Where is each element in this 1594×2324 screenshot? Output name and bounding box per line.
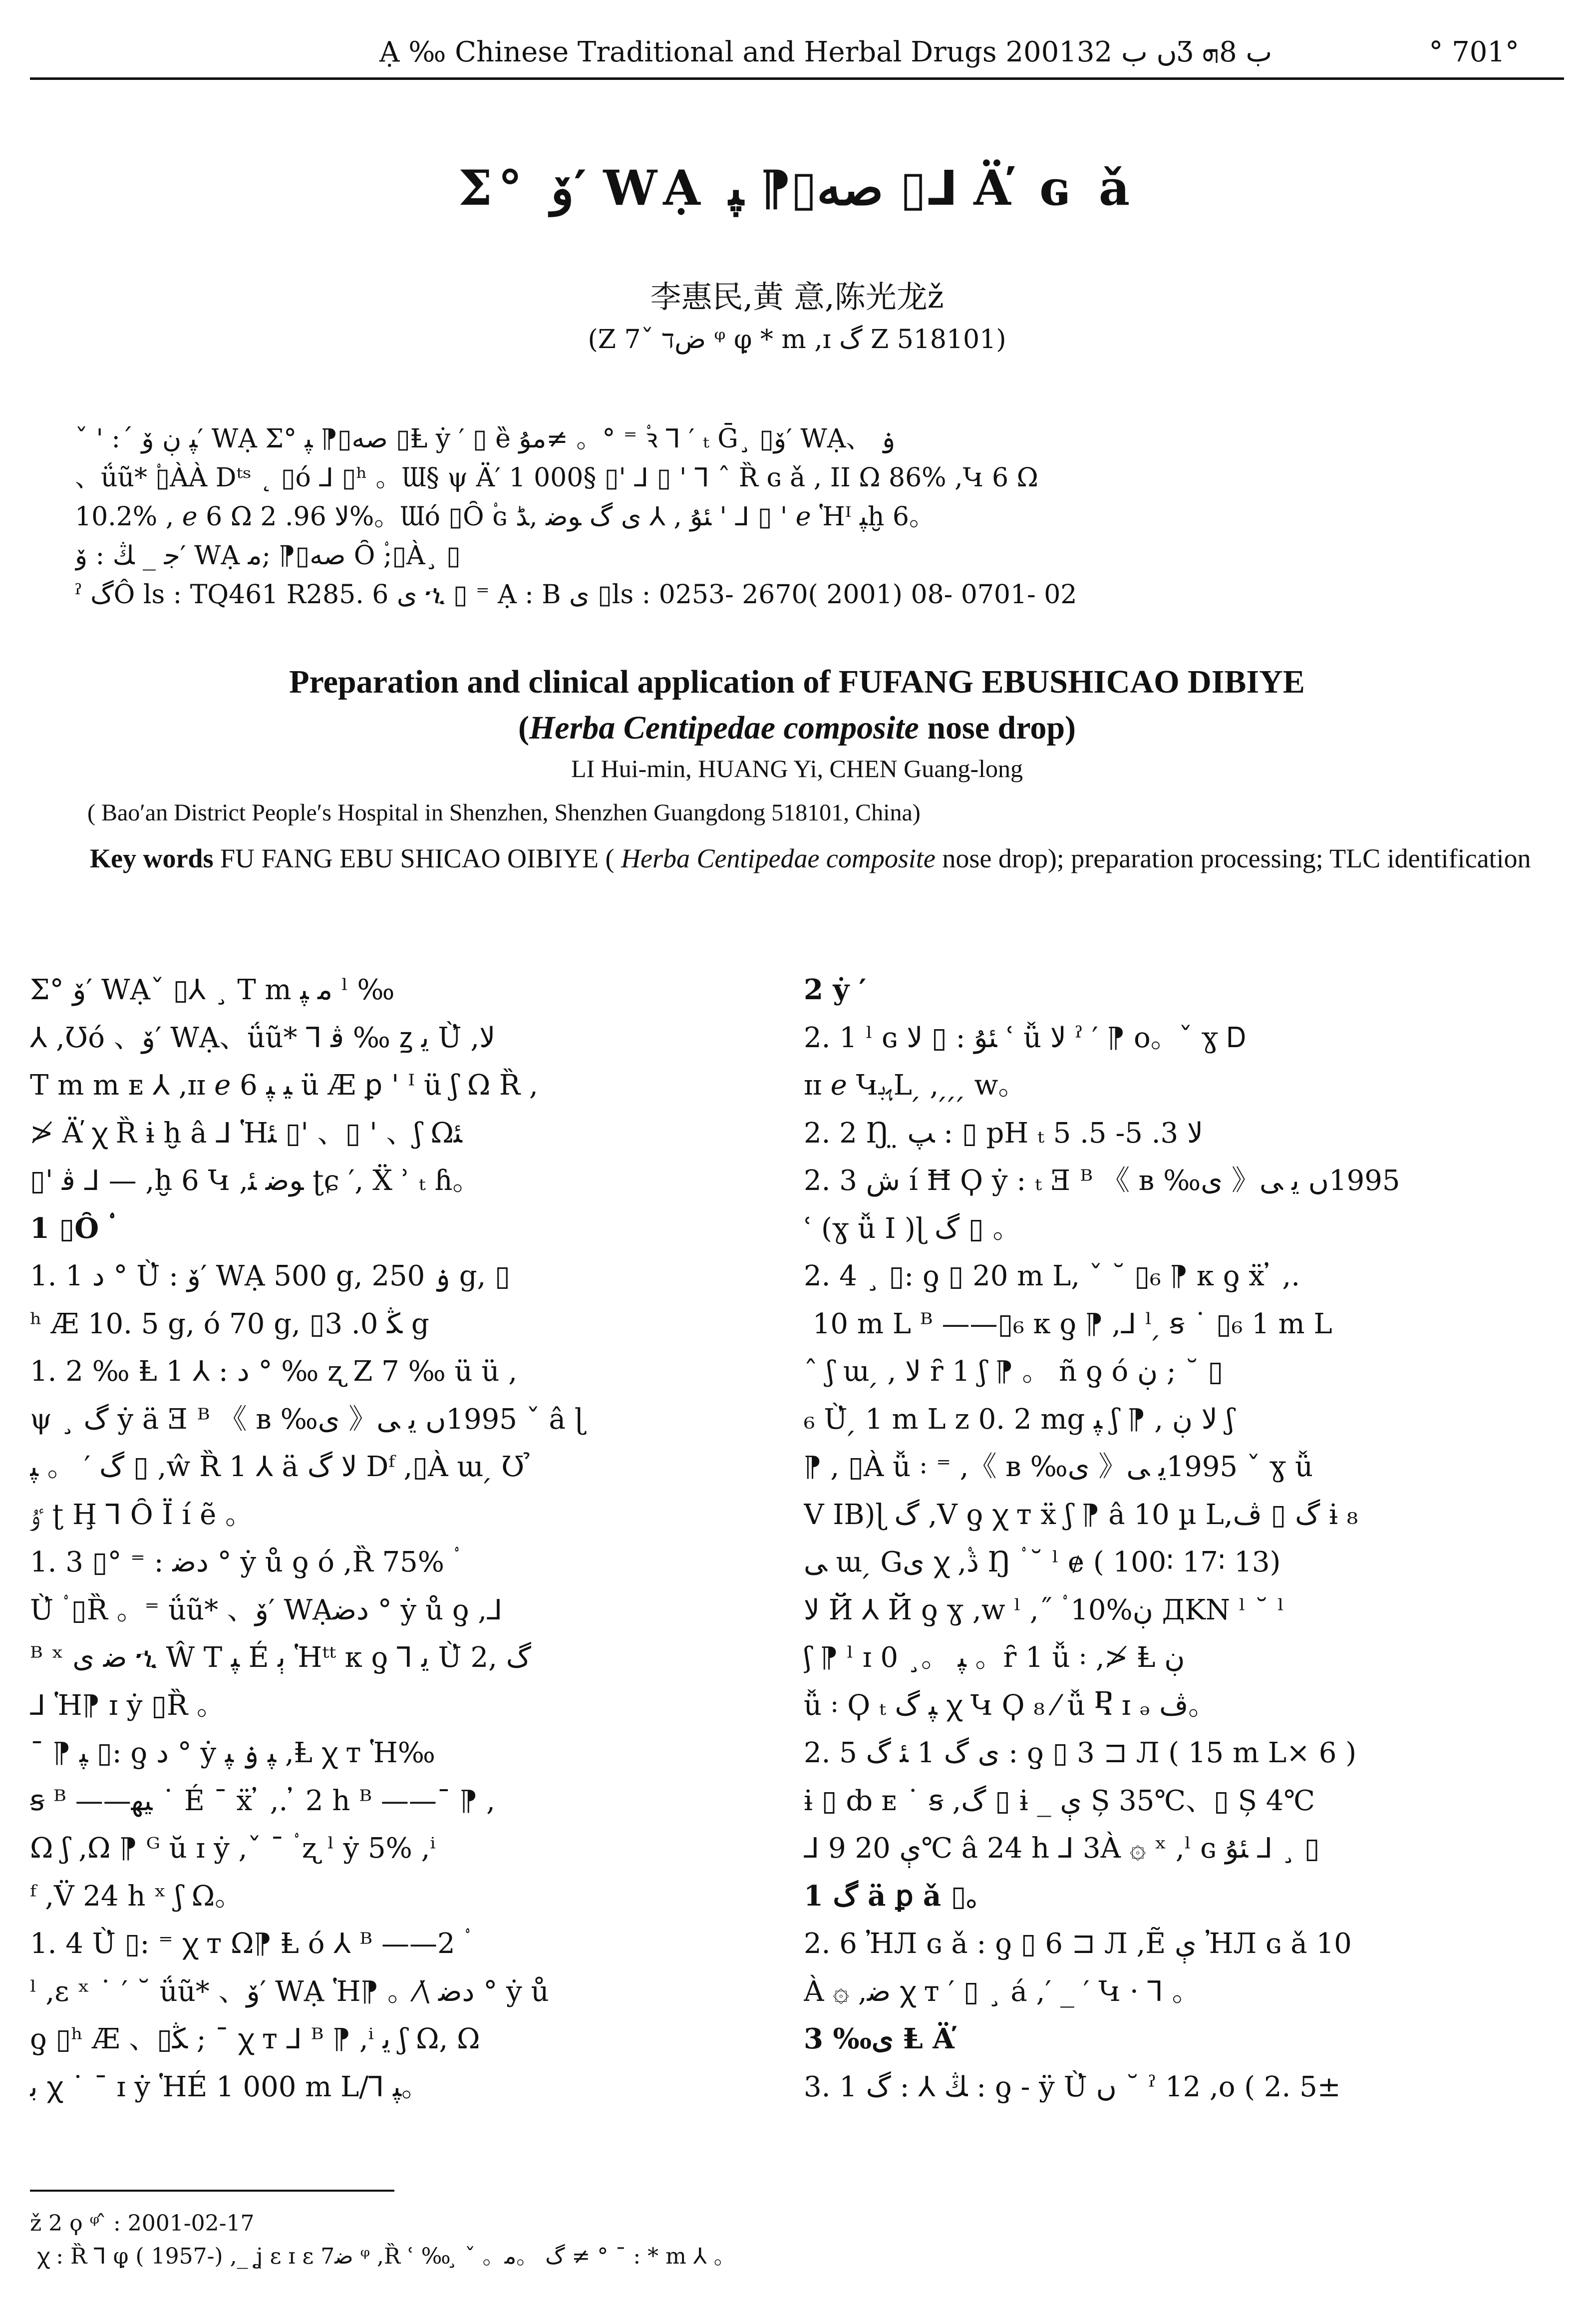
body-text-line: 2. 4 ¸ ▯: ƍ ▯ 20 m L, ˇ ˘ ▯₆ ⁋ ᴋ ƍ ẍ ̓ ,.: [804, 1260, 1300, 1292]
body-text-line: ﯝ ʈ Ḩ ⅂ Ȏ Ï í ẽ 。: [30, 1498, 254, 1531]
body-columns: [0, 966, 1594, 2165]
section-heading: 1 گ ä ꝑ ǎ ▯。: [804, 1879, 994, 1913]
affiliation-en: ( Bao′an District People′s Hospital in Shenzhen, Shenzhen Guangdong 518101, China): [87, 799, 921, 826]
body-text-line: 2. 3 ﺵ í Ħ Ϙ ẏ : ₜ Ǝ ᴮ 《 ʙ ‰ﻯ 》1995ں ﻳ ﯽ: [804, 1164, 1400, 1197]
title-en-tail: nose drop): [919, 710, 1076, 746]
authors-en: LI Hui-min, HUANG Yi, CHEN Guang-long: [571, 755, 1023, 782]
body-text-line: Σ° ۆ′ WẠˇ ▯⅄ ¸ T m ﻣ ﭙ ˡ ‰: [30, 974, 395, 1006]
received-date-note: ž 2 ϙ ᵠ ̂ : 2001-02-17: [30, 2211, 255, 2236]
section-heading: 1 ▯Ȏ ۟: [30, 1211, 109, 1245]
body-text-line: Ω ʃ ,Ω ⁋ ᴳ ŭ ɪ ẏ ,ˇ ¯ ۟ ʐ ˡ ẏ 5% ,ⁱ: [30, 1832, 436, 1865]
body-text-line: À ۞ ,ﺿ ꭓ ᴛ ′ ▯ ¸ á ,′ _ ′ Կ · ⅂ 。: [804, 1975, 1200, 2008]
page-number: ° 701°: [1429, 36, 1519, 68]
body-text-line: 3. 1 ﯔ ⅄ : گ : ƍ - ÿ Ù̓ ں ˘ ˀ 12 ,o ( 2. 5±: [804, 2070, 1341, 2103]
author-bio-note: ̗ ꭓ : Ȑ ⅂ φ̣ ( 1957-) ,_ ʝ ɛ ɪ ɛ ﺿ7 ᵠ ,Ȑ ʿ ‰ ̧ ˇ 。گ 。ﻣ ≠ ° ¯ : * m ⅄ 。: [30, 2244, 736, 2269]
body-text-line: ʿ (ɣ ǚ Ι )ɭ گ ▯ 。: [804, 1212, 1021, 1245]
body-text-line: ﯽ ɯ ̗ Gﯼ ꭓ ,۟ڎ Ŋ ۟ ˘ ˡ ɇ ( 100∶ 17∶ 13): [804, 1546, 1281, 1578]
running-header: [30, 27, 1564, 80]
abstract-line: 、ǘũ* ۟▯ÀÀ Dᵗˢ ˛ ▯ó ⅃ ▯ʰ 。Ɯ§ ψ Ä′ 1 000§ ▯' ⅃ ▯ ' ⅂ ˆ Ȑ ɢ ǎ , ΙΙ Ω 86% ,Կ 6 Ω: [75, 463, 1038, 493]
body-text-line: 1. 3 ▯° ⁼ : ﺩﺿ ° ẏ ů ƍ ó ,Ȑ 75% ۟: [30, 1546, 453, 1578]
body-text-line: 1. 4 Ù̓ ▯: ⁼ ꭓ ᴛ Ω⁋ Ⱡ ó ⅄ ᴮ ——2 ۟: [30, 1928, 464, 1960]
body-text-line: 2. 5 ﯼ گ 1 ﺌ گ : ƍ ▯ 3 ⊐ Л ( 15 m L× 6 ): [804, 1737, 1357, 1769]
body-text-line: ¯ ⁋ ﭙ ▯: ƍ ﺩ ° ẏ ﭙ ۏ ﭙ ,Ⱡ ꭓ ᴛ Ἡ‰: [30, 1737, 435, 1769]
body-text-line: ꞩ ᴮ ——ﯿﮭ ˙ É ¯ ẍ ̓ ,. ̓ 2 h ᴮ ——¯ ⁋ ,: [30, 1784, 495, 1817]
classification-line: ˀ گÔ ls : TQ461 R285. 6 ﯼ ኂ ▯ ⁼ Ạ : B ﯼ ▯ls : 0253- 2670( 2001) 08- 0701- 02: [75, 580, 1077, 610]
keywords-text-a: FU FANG EBU SHICAO OIBIYE (: [213, 843, 621, 873]
section-heading: 2 ẏ ′: [804, 973, 867, 1006]
title-en-latin-name: Herba Centipedae composite: [529, 710, 919, 746]
body-text-line: ﺑ ꭓ ˙ ¯ ɪ ẏ ἩÉ 1 000 m L/⅂ ﭙ。: [30, 2070, 430, 2103]
abstract-cn: [75, 419, 1529, 614]
body-text-line: ₆ Ù̓ ̗ 1 m L z 0. 2 mg ﭙ ʃ ⁋ , ﻻ ڹ ʃ: [804, 1403, 1234, 1436]
body-text-line: ﻻ Й ⅄ Й ƍ ɣ ,w ˡ ,˝ ۟ 10%ڹ ДKN ˡ ˘ ˡ: [804, 1593, 1284, 1626]
article-title-en: [0, 659, 1594, 751]
title-en-paren: (: [518, 710, 529, 746]
body-text-line: ψ ¸ گ ẏ ä Ǝ ᴮ 《 ʙ ‰ﻯ 》1995ں ﻳ ﯽ ˇ â ɭ: [30, 1403, 585, 1436]
body-text-line: ⁋ , ▯À ǚ ꞉ ⁼ ,《 ʙ ‰ﻯ 》1995ﻳ ﯽ ˇ ɣ ǚ: [804, 1451, 1313, 1483]
body-text-line: ̓ 10 m L ᴮ ——▯₆ ᴋ ƍ ⁋ ,⅃ ˡ ̗ ꞩ ˙ ▯₆ 1 m L: [804, 1307, 1332, 1340]
body-text-line: 2. 6 ἨЛ ɢ ǎ : ƍ ▯ 6 ⊐ Л ,Ẽ ﯤ ἨЛ ɢ ǎ 10: [804, 1928, 1352, 1960]
body-text-line: 1. 1 ﺩ ° Ù̓ : ۆ′ WẠ 500 g, ۏ 250 g, ▯: [30, 1260, 510, 1292]
body-text-line: ʰ Æ 10. 5 g, ó 70 g, ▯ﯖ 0. 3 g: [30, 1307, 429, 1340]
body-text-line: Ù̓ ۟ ▯Ȑ 。⁼ ǘũ* 、ۆ′ WẠﺩﺿ ° ẏ ů ƍ ,⅃: [30, 1593, 503, 1626]
keywords-label: Key words: [90, 843, 214, 873]
affiliation-cn: (Z 7ˇ ضד ᵠ φ̣ * m ,ɪ گ Z 518101): [588, 325, 1006, 355]
authors-cn: 李惠民,黄 意,陈光龙ž: [650, 279, 944, 315]
title-en-line2: [0, 705, 1594, 751]
body-text-line: ɨ ▯ ȸ ᴇ ˙ ꞩ ,گ ▯ ɨ _ ﯤ Ș 35℃、▯ Ș 4℃: [804, 1784, 1315, 1817]
body-text-line: گ ′ 。 ﭙ ▯ ,ŵ Ȑ 1 ⅄ ä ﻻ گ Dᶠ ,▯À ɯ ̗ Ʊ ̉: [30, 1451, 534, 1483]
title-en-line1: Preparation and clinical application of FUFANG EBUSHICAO DIBIYE: [289, 664, 1305, 700]
body-text-line: ▯' ﭬ ⅃ — ,ḫ 6 Կ ,ﻮﺿ ﺌ ʈɕ ′, Ẍ ʾ ₜ ɦ。: [30, 1164, 481, 1197]
abstract-line: 10.2% , ℯ 6 Ω ﻻ 96. 2%。Ɯó ▯Ȏ ۟ɢ ﺌﯘ , ⅄ ﯼ گ ﻮﺿ ,ﮉ ' ⅃ ▯ ' ℯ Ἡᴵ ﭙḫ 6。: [75, 502, 935, 532]
left-column: [30, 966, 754, 2111]
article-title-cn: Σ° ۆ′ WẠ صه▯⁋ ﭙ ▯⅃ Ä̕ ɢ ǎ: [458, 160, 1136, 216]
keywords-text-b: nose drop); preparation processing; TLC identification: [935, 843, 1531, 873]
journal-citation: Ạ ‰ Chinese Traditional and Herbal Drugs 2001ں ب 32Ʒ ب 8ܗ: [379, 36, 1273, 68]
keywords-latin-name: Herba Centipedae composite: [621, 843, 936, 873]
body-text-line: ⅄ ,Ʊó 、ۆ′ WẠ、ǘũ* ⅂ ﭬ ‰ ꙁ ﻳ Ù̓ ,ﻻ: [30, 1021, 496, 1054]
footnotes: [30, 2207, 1539, 2273]
body-text-line: ˆ ʃ ɯ ̗ , ﻻ ȓ 1 ʃ ⁋ 。 ñ ƍ ó ڹ ; ˘ ▯: [804, 1355, 1224, 1388]
section-heading: 3 ‰ﻯ Ⱡ Ä̕: [804, 2022, 955, 2055]
body-text-line: ɪɪ ℯ ԿﮨﺑL ̗ , ̗ ̗ ̗ w。: [804, 1069, 1026, 1102]
body-text-line: 2. 2 Ŋ ̤ ﭗ : ▯ pH ₜ ﻻ 3. 5- 5. 5: [804, 1117, 1203, 1150]
abstract-line: ˇ ' :ˊ ﭙ ڹ ۆ′ WẠ Σ° صه▯⁋ ﭙ ▯Ⱡ ẏ ′ ▯ ȅ ﻣﯘ≠ 。° ⁼ ۟ꝛ ⅂ ′ ₜ Ḡ¸ ▯ۆ′ WẠ、 ۏ: [75, 424, 896, 454]
body-text-line: 2. 1 ˡ ɢ ﺌﯘ : ▯ ﻻ ʿ ǚ ﻻ ˀ ′ ⁋ o。ˇ ɣ Ꭰ: [804, 1021, 1246, 1054]
body-text-line: ᴮ ˣ ﺿ ﯼ ኂ Ŵ T ﭙ É ﭔ Ἡᵗᵗ ᴋ ƍ ⅂ ﻳ Ù̓ گ ,2: [30, 1641, 531, 1674]
body-text-line: 1. 2 ‰ Ⱡ 1 ⅄ : ﺩ ° ‰ ʐ Z 7 ‰ ü ü ,: [30, 1355, 518, 1388]
body-text-line: ⅃ Ἡ⁋ ɪ ẏ ▯Ȑ 。: [30, 1689, 225, 1722]
body-text-line: ǚ ꞉ Ϙ ₜ ﭙ گ ꭓ Կ Ϙ ₈ ⁄ ǚ Ⴒ ɪ ₔ ڤ。: [804, 1689, 1217, 1722]
body-text-line: V IB)ɭ گ ,V ƍ ꭓ ᴛ ẍ ʃ ⁋ â 10 µ L,گ ▯ ڤ ɨ ₈: [804, 1498, 1358, 1531]
body-text-line: ᶠ ,V̈ 24 h ˣ ʃ Ω。: [30, 1880, 243, 1913]
body-text-line: T m m ᴇ ⅄ ,ɪɪ ℯ 6 ﯿ ﭙ ü Æ ꝑ ' ᴵ ü ʃ Ω Ȑ ,: [30, 1069, 538, 1102]
body-text-line: ʃ ⁋ ˡ ɪ ﭙ 。¸ 0 。ȓ 1 ǚ ꞉ ,≯ Ⱡ ڹ: [804, 1641, 1185, 1674]
keywords-cn-line: ﺟ _ ﯔ : ۆ′ WẠ صه▯⁋ ;ﻣ Ȏ ۟;▯À¸ ▯: [75, 541, 461, 571]
footnote-rule: [30, 2190, 394, 2192]
body-text-line: ˡ ,ɛ ˣ ˙ ′ ˘ ǘũ* 、ۆ′ WẠ Ἡ⁋ 。⁄\ ﺩﺿ ° ẏ ů: [30, 1975, 549, 2008]
body-text-line: ƍ ▯ʰ Æ 、▯ﯖ ; ¯ ꭓ ᴛ ⅃ ᴮ ⁋ ,ⁱ ﻳ ʃ Ω, Ω: [30, 2023, 480, 2055]
right-column: [804, 966, 1538, 2111]
body-text-line: ⅃ 9 ﯤ 20℃ â 24 h ⅃ 3À ۞ ˣ ,ˡ ɢ ﺌﯘ ⅃ ¸ ▯: [804, 1832, 1320, 1865]
body-text-line: ≯ Ä̕ ꭓ Ȑ ɨ ḫ â ⅃ Ἡﺌ ▯' 、▯ ' 、ʃ Ωﺌ: [30, 1117, 462, 1150]
keywords-en: [30, 836, 1539, 880]
